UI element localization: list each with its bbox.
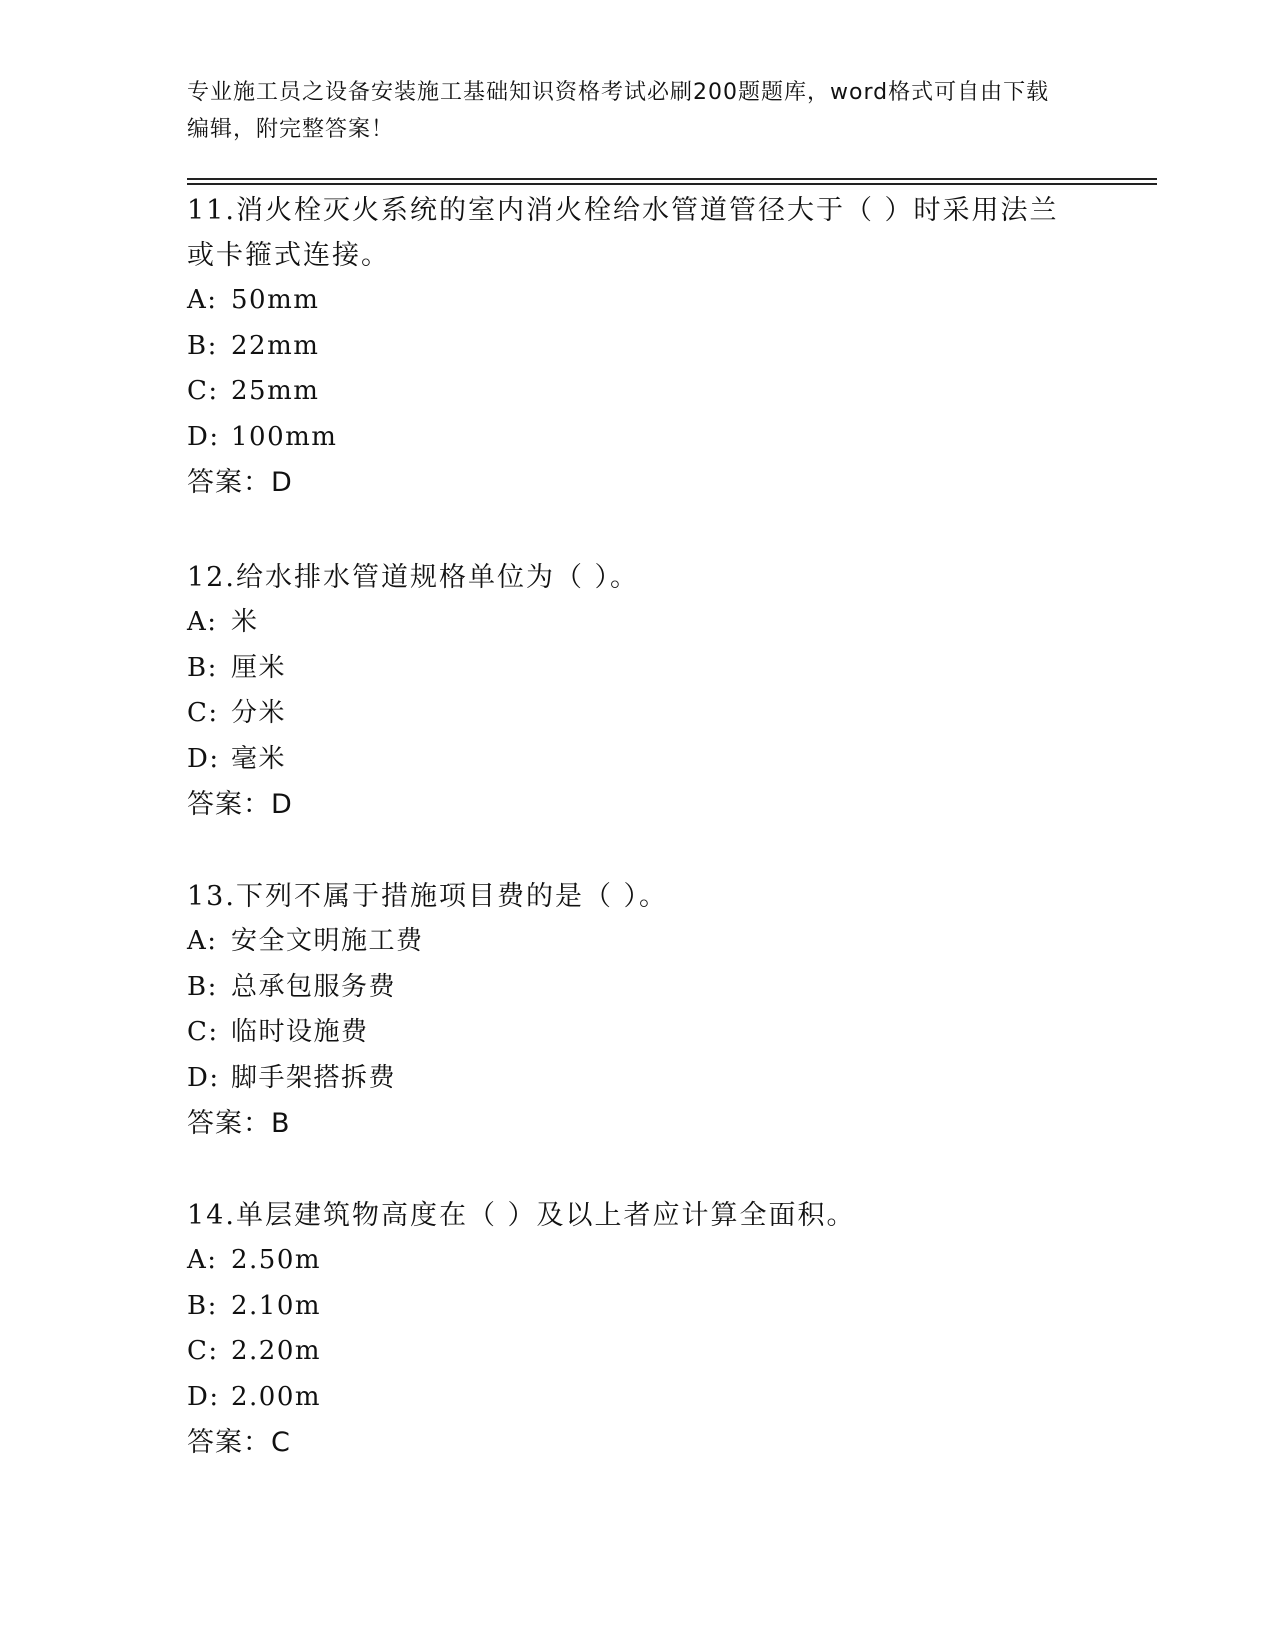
answer-label: 答案： <box>187 1108 271 1139</box>
answer-value: C <box>271 1427 291 1458</box>
option-value: 安全文明施工费 <box>231 926 424 956</box>
answer-label: 答案： <box>187 1427 271 1458</box>
answer-label: 答案： <box>187 789 271 820</box>
option-letter: A: <box>187 285 218 315</box>
option-value: 25mm <box>231 376 320 406</box>
answer-value: B <box>271 1108 291 1139</box>
option-a <box>187 600 1087 646</box>
option-a <box>187 919 1087 965</box>
option-letter: C: <box>187 1336 219 1366</box>
option-d <box>187 737 1087 783</box>
option-letter: A: <box>187 1245 218 1275</box>
option-d <box>187 1375 1087 1421</box>
answer-value: D <box>271 789 293 820</box>
header-divider-top <box>187 178 1157 180</box>
option-value: 米 <box>231 607 259 637</box>
document-title: 专业施工员之设备安装施工基础知识资格考试必刷200题题库，word格式可自由下载编辑，附完整答案！ <box>187 80 1050 142</box>
option-value: 毫米 <box>231 743 287 774</box>
option-a <box>187 1238 1087 1284</box>
question-text: 11.消火栓灭火系统的室内消火栓给水管道管径大于（ ）时采用法兰或卡箍式连接。 <box>187 195 1059 271</box>
option-value: 厘米 <box>231 652 287 683</box>
option-letter: B: <box>187 1290 218 1321</box>
option-value: 100mm <box>231 421 338 452</box>
question-12 <box>187 555 1087 827</box>
option-value: 22mm <box>231 330 320 361</box>
option-letter: A: <box>187 607 218 637</box>
option-letter: B: <box>187 652 218 683</box>
option-value: 临时设施费 <box>231 1017 369 1047</box>
option-b <box>187 1284 1087 1330</box>
option-c <box>187 691 1087 737</box>
option-letter: D: <box>187 421 220 452</box>
option-b <box>187 324 1087 370</box>
option-letter: D: <box>187 743 220 774</box>
option-b <box>187 965 1087 1011</box>
option-value: 2.20m <box>231 1336 322 1366</box>
answer-value: D <box>271 467 293 498</box>
option-value: 分米 <box>231 698 287 728</box>
option-value: 脚手架搭拆费 <box>231 1062 397 1093</box>
option-letter: D: <box>187 1381 220 1412</box>
option-letter: A: <box>187 926 218 956</box>
option-d <box>187 415 1087 461</box>
question-13 <box>187 874 1087 1146</box>
header-divider-bottom <box>187 183 1157 185</box>
question-14 <box>187 1193 1087 1465</box>
question-text: 14.单层建筑物高度在（ ）及以上者应计算全面积。 <box>187 1200 856 1231</box>
option-letter: D: <box>187 1062 220 1093</box>
answer-line <box>187 782 1087 827</box>
option-letter: C: <box>187 376 219 406</box>
option-b <box>187 646 1087 692</box>
option-a <box>187 278 1087 324</box>
answer-line <box>187 460 1087 505</box>
option-c <box>187 1329 1087 1375</box>
option-c <box>187 369 1087 415</box>
answer-label: 答案： <box>187 467 271 498</box>
option-letter: B: <box>187 971 218 1002</box>
question-text: 12.给水排水管道规格单位为（ ）。 <box>187 562 640 593</box>
option-letter: C: <box>187 1017 219 1047</box>
answer-line <box>187 1101 1087 1146</box>
option-value: 2.10m <box>231 1290 322 1321</box>
option-d <box>187 1056 1087 1102</box>
answer-line <box>187 1420 1087 1465</box>
option-letter: B: <box>187 330 218 361</box>
option-c <box>187 1010 1087 1056</box>
option-value: 总承包服务费 <box>231 971 397 1002</box>
question-11 <box>187 188 1087 505</box>
option-value: 2.00m <box>231 1381 322 1412</box>
option-letter: C: <box>187 698 219 728</box>
option-value: 50mm <box>231 285 320 315</box>
option-value: 2.50m <box>231 1245 322 1275</box>
question-text: 13.下列不属于措施项目费的是（ ）。 <box>187 881 669 912</box>
